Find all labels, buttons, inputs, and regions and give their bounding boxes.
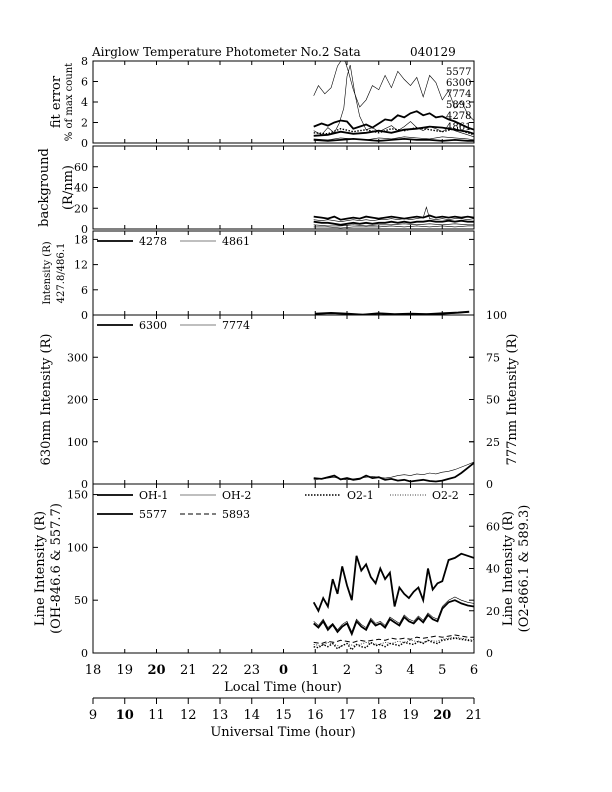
y-tick-label: 8 bbox=[81, 55, 88, 68]
local-time-tick-label: 5 bbox=[438, 663, 447, 678]
legend-entry: 5577 bbox=[139, 508, 167, 521]
legend-entry: 5893 bbox=[446, 100, 472, 111]
y-tick-label: 100 bbox=[67, 435, 88, 449]
series-line-5893 bbox=[314, 635, 474, 644]
y-right-tick-label: 75 bbox=[486, 351, 500, 365]
universal-time-tick-label: 19 bbox=[402, 708, 419, 723]
panel-background bbox=[37, 146, 474, 236]
legend-entry: 5577 bbox=[446, 67, 472, 78]
y-right-tick-label: 20 bbox=[486, 604, 500, 618]
local-time-tick-label: 19 bbox=[116, 663, 134, 678]
y-axis-sublabel: (R/nm) bbox=[61, 164, 76, 211]
y-tick-label: 0 bbox=[81, 223, 88, 236]
series-line-6300 bbox=[314, 463, 474, 482]
series-line-O2-1 bbox=[314, 638, 474, 650]
local-time-label: Local Time (hour) bbox=[224, 680, 342, 695]
y-tick-label: 60 bbox=[74, 160, 88, 174]
local-time-tick-label: 6 bbox=[469, 663, 479, 678]
universal-time-tick-label: 20 bbox=[433, 708, 452, 723]
local-time-tick-label: 22 bbox=[211, 663, 229, 678]
universal-time-tick-label: 18 bbox=[370, 708, 388, 723]
legend-entry: 7774 bbox=[222, 319, 250, 332]
series-line-unlabeled bbox=[314, 207, 474, 222]
y-axis-label: Line Intensity (R) bbox=[33, 510, 48, 627]
y-axis-label: Intensity (R) bbox=[42, 241, 53, 305]
y-right-tick-label: 40 bbox=[486, 562, 500, 576]
local-time-tick-label: 4 bbox=[406, 663, 415, 678]
universal-time-label: Universal Time (hour) bbox=[210, 725, 356, 740]
y-right-tick-label: 100 bbox=[486, 309, 507, 322]
chart-title: Airglow Temperature Photometer No.2 Sata bbox=[92, 45, 361, 59]
local-time-tick-label: 18 bbox=[84, 663, 102, 678]
y-tick-label: 12 bbox=[74, 258, 88, 272]
y-tick-label: 100 bbox=[67, 541, 88, 555]
legend-entry: O2-1 bbox=[347, 489, 374, 502]
legend-entry: OH-2 bbox=[222, 489, 252, 502]
y-right-tick-label: 50 bbox=[486, 393, 500, 407]
legend-entry: 4278 bbox=[139, 235, 167, 248]
y-axis-label: 630nm Intensity (R) bbox=[39, 333, 54, 466]
y-axis-sublabel: 427.8/486.1 bbox=[56, 242, 67, 304]
panel-frame bbox=[93, 315, 474, 484]
y-axis-sublabel: % of max count bbox=[64, 62, 75, 142]
legend-entry: 4861 bbox=[446, 122, 472, 133]
y-axis-label: background bbox=[37, 148, 52, 227]
legend-entry: 5893 bbox=[222, 508, 250, 521]
y-tick-label: 4 bbox=[81, 96, 88, 109]
y-tick-label: 0 bbox=[81, 647, 88, 660]
local-time-tick-label: 23 bbox=[243, 663, 261, 678]
y-tick-label: 20 bbox=[74, 202, 88, 216]
universal-time-tick-label: 10 bbox=[115, 708, 134, 723]
universal-time-axis bbox=[89, 698, 482, 740]
local-time-tick-label: 1 bbox=[311, 663, 320, 678]
local-time-tick-label: 20 bbox=[147, 663, 166, 678]
panel-line-intensity bbox=[33, 484, 532, 660]
legend-entry: 6300 bbox=[446, 78, 472, 89]
y-tick-label: 6 bbox=[81, 283, 88, 297]
panel-intensity-427-486 bbox=[42, 231, 474, 322]
universal-time-tick-label: 17 bbox=[338, 708, 356, 723]
local-time-axis bbox=[85, 663, 478, 695]
universal-time-tick-label: 15 bbox=[275, 708, 292, 723]
y-right-axis-label: 777nm Intensity (R) bbox=[505, 333, 520, 466]
y-tick-label: 0 bbox=[81, 309, 88, 322]
legend-entry: 7774 bbox=[446, 89, 472, 100]
series-line-unlabeled bbox=[314, 139, 474, 141]
y-tick-label: 0 bbox=[81, 478, 88, 491]
y-right-tick-label: 0 bbox=[486, 478, 493, 491]
y-axis-label: fit error bbox=[49, 75, 64, 129]
y-axis-sublabel: (OH-846.6 & 557.7) bbox=[49, 503, 64, 634]
legend-entry: 6300 bbox=[139, 319, 167, 332]
y-tick-label: 50 bbox=[74, 594, 88, 608]
local-time-tick-label: 2 bbox=[342, 663, 352, 678]
panel-630-777 bbox=[39, 309, 520, 491]
universal-time-tick-label: 9 bbox=[88, 708, 98, 723]
y-right-axis-sublabel: (O2-866.1 & 589.3) bbox=[517, 504, 532, 633]
universal-time-tick-label: 16 bbox=[306, 708, 324, 723]
universal-time-tick-label: 21 bbox=[465, 708, 483, 723]
y-right-axis-label: Line Intensity (R) bbox=[501, 510, 516, 627]
universal-time-tick-label: 12 bbox=[179, 708, 197, 723]
legend-entry: O2-2 bbox=[432, 489, 459, 502]
y-tick-label: 200 bbox=[67, 393, 88, 407]
local-time-tick-label: 3 bbox=[374, 663, 383, 678]
universal-time-tick-label: 14 bbox=[243, 708, 261, 723]
panel-fit-error bbox=[49, 55, 474, 150]
y-tick-label: 6 bbox=[81, 75, 88, 89]
legend-entry: OH-1 bbox=[139, 489, 169, 502]
legend-entry: 4861 bbox=[222, 235, 250, 248]
y-tick-label: 150 bbox=[67, 488, 88, 502]
y-right-tick-label: 0 bbox=[486, 647, 493, 660]
y-tick-label: 2 bbox=[81, 116, 88, 130]
chart-panels bbox=[33, 55, 532, 660]
universal-time-tick-label: 13 bbox=[211, 708, 229, 723]
local-time-tick-label: 0 bbox=[278, 663, 289, 678]
date-code: 040129 bbox=[410, 45, 456, 59]
y-tick-label: 300 bbox=[67, 351, 88, 365]
y-tick-label: 40 bbox=[74, 181, 88, 195]
y-tick-label: 0 bbox=[81, 137, 88, 150]
y-right-tick-label: 25 bbox=[486, 435, 500, 449]
legend-entry: 4278 bbox=[446, 111, 472, 122]
local-time-tick-label: 21 bbox=[179, 663, 197, 678]
y-right-tick-label: 60 bbox=[486, 520, 500, 534]
universal-time-tick-label: 11 bbox=[148, 708, 165, 723]
y-tick-label: 18 bbox=[74, 233, 88, 247]
panel-frame bbox=[93, 61, 474, 143]
series-line-unlabeled bbox=[314, 226, 474, 228]
